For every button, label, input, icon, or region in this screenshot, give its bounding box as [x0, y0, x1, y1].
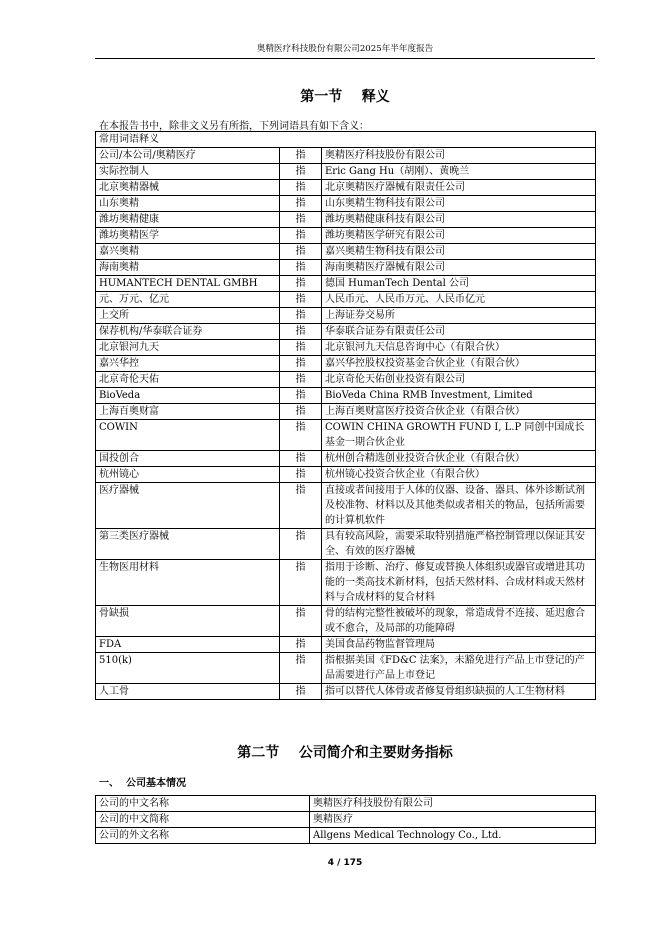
definition-ref: 指: [280, 606, 322, 637]
definition-term: FDA: [96, 637, 280, 653]
definition-row: [96, 308, 596, 324]
definition-ref: 指: [280, 467, 322, 483]
definition-meaning: 美国食品药物监督管理局: [322, 637, 596, 653]
company-info-label: 公司的中文简称: [96, 812, 310, 828]
definition-meaning: Eric Gang Hu（胡刚）、黄晚兰: [322, 164, 596, 180]
definition-ref: 指: [280, 180, 322, 196]
definition-meaning: 嘉兴华控股权投资基金合伙企业（有限合伙）: [322, 356, 596, 372]
definition-meaning: 人民币元、人民币万元、人民币亿元: [322, 292, 596, 308]
definition-term: 生物医用材料: [96, 560, 280, 606]
definition-row: [96, 292, 596, 308]
definition-row: [96, 529, 596, 560]
definition-term: 北京奥精器械: [96, 180, 280, 196]
definition-meaning: 具有较高风险，需要采取特别措施严格控制管理以保证其安全、有效的医疗器械: [322, 529, 596, 560]
definition-row: [96, 684, 596, 700]
definition-term: 医疗器械: [96, 483, 280, 529]
definition-term: BioVeda: [96, 388, 280, 404]
definition-term: 元、万元、亿元: [96, 292, 280, 308]
definition-meaning: 潍坊奥精健康科技有限公司: [322, 212, 596, 228]
definition-row: [96, 653, 596, 684]
definition-term: 杭州镜心: [96, 467, 280, 483]
definition-row: [96, 404, 596, 420]
definition-term: COWIN: [96, 420, 280, 451]
definition-ref: 指: [280, 451, 322, 467]
company-info-value: 奥精医疗: [310, 812, 596, 828]
definition-row: [96, 340, 596, 356]
definition-ref: 指: [280, 372, 322, 388]
definition-meaning: 华泰联合证券有限责任公司: [322, 324, 596, 340]
definition-ref: 指: [280, 684, 322, 700]
definition-row: [96, 244, 596, 260]
definition-row: [96, 420, 596, 451]
company-info-row: [96, 812, 596, 828]
definition-row: [96, 276, 596, 292]
definition-ref: 指: [280, 308, 322, 324]
definition-term: 潍坊奥精医学: [96, 228, 280, 244]
definition-meaning: 上海证券交易所: [322, 308, 596, 324]
definition-ref: 指: [280, 212, 322, 228]
definition-ref: 指: [280, 324, 322, 340]
definition-meaning: 德国 HumanTech Dental 公司: [322, 276, 596, 292]
company-info-row: [96, 828, 596, 844]
definition-ref: 指: [280, 228, 322, 244]
definition-row: [96, 467, 596, 483]
definition-row: [96, 388, 596, 404]
definition-term: 上海百奥财富: [96, 404, 280, 420]
subsection-1-title: 一、 公司基本情况: [99, 778, 186, 789]
definition-term: 潍坊奥精健康: [96, 212, 280, 228]
definition-meaning: 上海百奥财富医疗投资合伙企业（有限合伙）: [322, 404, 596, 420]
definition-row: [96, 372, 596, 388]
definition-row: [96, 637, 596, 653]
definition-term: HUMANTECH DENTAL GMBH: [96, 276, 280, 292]
definition-meaning: 北京奥精医疗器械有限责任公司: [322, 180, 596, 196]
definition-meaning: 杭州创合精选创业投资合伙企业（有限合伙）: [322, 451, 596, 467]
definition-meaning: 骨的结构完整性被破坏的现象，常造成骨不连接、延迟愈合或不愈合，及局部的功能障碍: [322, 606, 596, 637]
definition-row: [96, 483, 596, 529]
definition-ref: 指: [280, 164, 322, 180]
definition-ref: 指: [280, 653, 322, 684]
definition-term: 第三类医疗器械: [96, 529, 280, 560]
definition-meaning: 山东奥精生物科技有限公司: [322, 196, 596, 212]
section-2-title: 第二节 公司简介和主要财务指标: [237, 745, 453, 761]
definition-row: [96, 356, 596, 372]
definition-meaning: 指根据美国《FD&C 法案》，未豁免进行产品上市登记的产品需要进行产品上市登记: [322, 653, 596, 684]
definition-term: 山东奥精: [96, 196, 280, 212]
definition-ref: 指: [280, 560, 322, 606]
definition-ref: 指: [280, 529, 322, 560]
header-divider: [95, 58, 595, 59]
definition-term: 上交所: [96, 308, 280, 324]
definition-term: 公司/本公司/奥精医疗: [96, 148, 280, 164]
company-info-label: 公司的外文名称: [96, 828, 310, 844]
definition-ref: 指: [280, 388, 322, 404]
definition-meaning: 杭州镜心投资合伙企业（有限合伙）: [322, 467, 596, 483]
definition-meaning: 指用于诊断、治疗、修复或替换人体组织或器官或增进其功能的一类高技术新材料，包括天然材料、合成材料或天然材料与合成材料的复合材料: [322, 560, 596, 606]
definition-row: [96, 180, 596, 196]
page-header-title: 奥精医疗科技股份有限公司2025年半年度报告: [256, 44, 434, 54]
definition-term: 国投创合: [96, 451, 280, 467]
company-info-row: [96, 796, 596, 812]
definition-term: 510(k): [96, 653, 280, 684]
definition-term: 北京银河九天: [96, 340, 280, 356]
definition-meaning: COWIN CHINA GROWTH FUND I, L.P 同创中国成长基金一期合伙企业: [322, 420, 596, 451]
definitions-caption: 常用词语释义: [96, 132, 596, 148]
definition-ref: 指: [280, 244, 322, 260]
definition-term: 北京奇伦天佑: [96, 372, 280, 388]
definition-term: 实际控制人: [96, 164, 280, 180]
definition-ref: 指: [280, 292, 322, 308]
definitions-table: [95, 131, 596, 700]
definitions-caption-row: [96, 132, 596, 148]
definition-term: 人工骨: [96, 684, 280, 700]
definition-ref: 指: [280, 260, 322, 276]
page-number: 4 / 175: [327, 858, 363, 868]
company-info-value: Allgens Medical Technology Co., Ltd.: [310, 828, 596, 844]
definition-row: [96, 560, 596, 606]
definition-term: 保荐机构/华泰联合证券: [96, 324, 280, 340]
definition-ref: 指: [280, 148, 322, 164]
definition-meaning: 北京奇伦天佑创业投资有限公司: [322, 372, 596, 388]
definition-row: [96, 212, 596, 228]
definition-row: [96, 196, 596, 212]
definition-ref: 指: [280, 420, 322, 451]
section-1-title: 第一节 释义: [300, 89, 390, 105]
definition-meaning: BioVeda China RMB Investment, Limited: [322, 388, 596, 404]
definition-row: [96, 228, 596, 244]
definition-ref: 指: [280, 404, 322, 420]
definition-meaning: 北京银河九天信息咨询中心（有限合伙）: [322, 340, 596, 356]
definition-row: [96, 260, 596, 276]
definition-ref: 指: [280, 637, 322, 653]
definition-term: 嘉兴奥精: [96, 244, 280, 260]
definition-ref: 指: [280, 340, 322, 356]
definition-row: [96, 606, 596, 637]
definition-meaning: 潍坊奥精医学研究有限公司: [322, 228, 596, 244]
definition-ref: 指: [280, 276, 322, 292]
definition-ref: 指: [280, 196, 322, 212]
definition-ref: 指: [280, 356, 322, 372]
definition-meaning: 海南奥精医疗器械有限公司: [322, 260, 596, 276]
definition-term: 海南奥精: [96, 260, 280, 276]
definition-meaning: 指可以替代人体骨或者修复骨组织缺损的人工生物材料: [322, 684, 596, 700]
definition-row: [96, 324, 596, 340]
definition-meaning: 直接或者间接用于人体的仪器、设备、器具、体外诊断试剂及校准物、材料以及其他类似或者相关的物品，包括所需要的计算机软件: [322, 483, 596, 529]
definition-meaning: 嘉兴奥精生物科技有限公司: [322, 244, 596, 260]
intro-text: 在本报告书中，除非文义另有所指，下列词语具有如下含义：: [99, 121, 369, 132]
definition-term: 嘉兴华控: [96, 356, 280, 372]
definition-ref: 指: [280, 483, 322, 529]
definition-meaning: 奥精医疗科技股份有限公司: [322, 148, 596, 164]
definition-term: 骨缺损: [96, 606, 280, 637]
company-info-value: 奥精医疗科技股份有限公司: [310, 796, 596, 812]
definition-row: [96, 451, 596, 467]
company-info-label: 公司的中文名称: [96, 796, 310, 812]
definition-row: [96, 148, 596, 164]
definition-row: [96, 164, 596, 180]
company-info-table: [95, 795, 596, 844]
